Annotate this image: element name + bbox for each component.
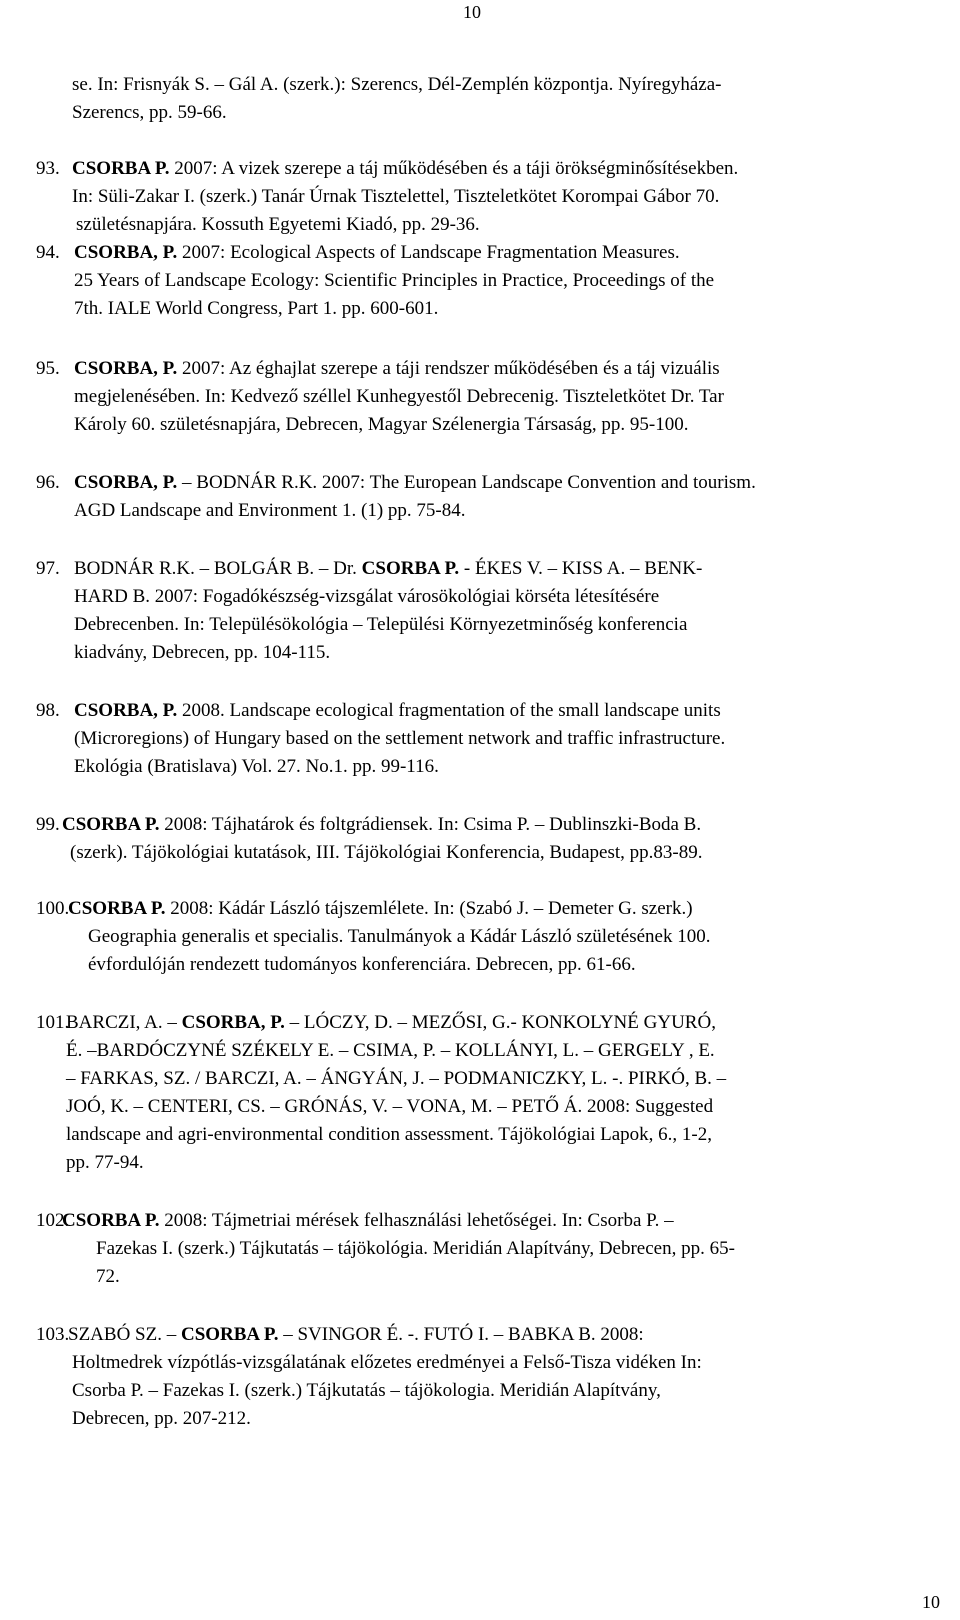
- reference-text: 2008. Landscape ecological fragmentation of the small landscape units: [177, 700, 721, 721]
- reference-text: se. In: Frisnyák S. – Gál A. (szerk.): Szerencs, Dél-Zemplén központja. Nyíregyháza-: [72, 74, 722, 95]
- reference-number: 94.: [36, 242, 60, 263]
- reference-text: 2007: A vizek szerepe a táj működésében és a táji örökségminősítésekben.: [169, 158, 739, 179]
- reference-number: 97.: [36, 558, 60, 579]
- author-name-bold: CSORBA P.: [68, 898, 166, 919]
- reference-line: [74, 585, 659, 609]
- reference-line: [96, 1237, 735, 1261]
- reference-number: 95.: [36, 358, 60, 379]
- reference-text: - ÉKES V. – KISS A. – BENK-: [459, 558, 703, 579]
- reference-line: [88, 953, 636, 977]
- reference-line: [66, 1095, 713, 1119]
- reference-text: É. –BARDÓCZYNÉ SZÉKELY E. – CSIMA, P. – KOLLÁNYI, L. – GERGELY , E.: [66, 1040, 715, 1061]
- reference-line: [96, 1265, 120, 1289]
- reference-text: BODNÁR R.K. – BOLGÁR B. – Dr.: [74, 558, 362, 579]
- reference-text: – SVINGOR É. -. FUTÓ I. – BABKA B. 2008:: [278, 1324, 644, 1345]
- reference-text: Szerencs, pp. 59-66.: [72, 102, 227, 123]
- reference-text: 2007: Az éghajlat szerepe a táji rendszer működésében és a táj vizuális: [177, 358, 720, 379]
- page-number-bottom: 10: [922, 1592, 940, 1612]
- reference-number: 103.: [36, 1324, 70, 1345]
- reference-line: [62, 813, 701, 837]
- reference-line: [72, 157, 738, 181]
- author-name-bold: CSORBA P.: [72, 158, 170, 179]
- reference-number: 100.: [36, 898, 70, 919]
- reference-text: 25 Years of Landscape Ecology: Scientific Principles in Practice, Proceedings of the: [74, 270, 715, 291]
- reference-line: [72, 101, 227, 125]
- reference-line: [66, 1151, 144, 1175]
- reference-number: 102.: [36, 1210, 70, 1231]
- reference-line: [74, 269, 714, 293]
- reference-line: [74, 241, 680, 265]
- reference-text: – BODNÁR R.K. 2007: The European Landscape Convention and tourism.: [177, 472, 756, 493]
- reference-line: [74, 385, 724, 409]
- reference-text: Ekológia (Bratislava) Vol. 27. No.1. pp. 99-116.: [74, 756, 439, 777]
- page-number-top: 10: [463, 2, 481, 22]
- reference-line: [74, 471, 756, 495]
- reference-text: kiadvány, Debrecen, pp. 104-115.: [74, 642, 331, 663]
- reference-text: megjelenésében. In: Kedvező széllel Kunhegyestől Debrecenig. Tiszteletkötet Dr. Tar: [74, 386, 724, 407]
- reference-text: 2008: Kádár László tájszemlélete. In: (Szabó J. – Demeter G. szerk.): [165, 898, 693, 919]
- reference-text: 2008: Tájmetriai mérések felhasználási lehetőségei. In: Csorba P. –: [159, 1210, 674, 1231]
- reference-text: Károly 60. születésnapjára, Debrecen, Magyar Szélenergia Társaság, pp. 95-100.: [74, 414, 689, 435]
- reference-line: [66, 1123, 712, 1147]
- author-name-bold: CSORBA P.: [62, 814, 160, 835]
- reference-text: 72.: [96, 1266, 120, 1287]
- reference-line: [62, 1209, 674, 1233]
- reference-text: 7th. IALE World Congress, Part 1. pp. 600-601.: [74, 298, 439, 319]
- reference-line: [74, 699, 721, 723]
- author-name-bold: CSORBA, P.: [181, 1012, 285, 1033]
- reference-line: [74, 297, 438, 321]
- reference-text: Holtmedrek vízpótlás-vizsgálatának előzetes eredményei a Felső-Tisza vidéken In:: [72, 1352, 702, 1373]
- reference-text: HARD B. 2007: Fogadókészség-vizsgálat városökológiai körséta létesítésére: [74, 586, 660, 607]
- reference-line: [68, 897, 693, 921]
- reference-text: – FARKAS, SZ. / BARCZI, A. – ÁNGYÁN, J. – PODMANICZKY, L. -. PIRKÓ, B. –: [66, 1068, 727, 1089]
- reference-line: [74, 557, 702, 581]
- reference-line: [74, 727, 725, 751]
- author-name-bold: CSORBA P.: [180, 1324, 279, 1345]
- reference-number: 99.: [36, 814, 60, 835]
- reference-text: JOÓ, K. – CENTERI, CS. – GRÓNÁS, V. – VONA, M. – PETŐ Á. 2008: Suggested: [66, 1096, 714, 1117]
- reference-line: [72, 1379, 661, 1403]
- reference-number: 96.: [36, 472, 60, 493]
- reference-line: [76, 213, 480, 237]
- reference-text: Fazekas I. (szerk.) Tájkutatás – tájökológia. Meridián Alapítvány, Debrecen, pp. 65-: [96, 1238, 735, 1259]
- author-name-bold: CSORBA, P.: [74, 700, 178, 721]
- reference-text: Debrecen, pp. 207-212.: [72, 1408, 251, 1429]
- reference-line: [74, 357, 720, 381]
- reference-line: [74, 613, 687, 637]
- reference-line: [72, 185, 719, 209]
- reference-line: [74, 499, 466, 523]
- reference-text: 2007: Ecological Aspects of Landscape Fragmentation Measures.: [177, 242, 680, 263]
- reference-line: [66, 1011, 716, 1035]
- reference-text: SZABÓ SZ. –: [68, 1324, 181, 1345]
- reference-text: (Microregions) of Hungary based on the settlement network and traffic infrastructure.: [74, 728, 726, 749]
- reference-text: évfordulóján rendezett tudományos konferenciára. Debrecen, pp. 61-66.: [88, 954, 636, 975]
- reference-text: Csorba P. – Fazekas I. (szerk.) Tájkutatás – tájökologia. Meridián Alapítvány,: [72, 1380, 661, 1401]
- reference-text: BARCZI, A. –: [66, 1012, 182, 1033]
- author-name-bold: CSORBA P.: [361, 558, 460, 579]
- reference-line: [72, 73, 722, 97]
- reference-number: 93.: [36, 158, 60, 179]
- reference-text: In: Süli-Zakar I. (szerk.) Tanár Úrnak Tisztelettel, Tiszteletkötet Korompai Gábor 70.: [72, 186, 720, 207]
- reference-line: [74, 413, 688, 437]
- author-name-bold: CSORBA, P.: [74, 472, 178, 493]
- reference-text: Geographia generalis et specialis. Tanulmányok a Kádár László születésének 100.: [88, 926, 711, 947]
- reference-line: [72, 1407, 251, 1431]
- reference-text: Debrecenben. In: Településökológia – Települési Környezetminőség konferencia: [74, 614, 688, 635]
- reference-number: 101.: [36, 1012, 70, 1033]
- reference-line: [66, 1039, 715, 1063]
- reference-line: [88, 925, 710, 949]
- reference-text: landscape and agri-environmental condition assessment. Tájökológiai Lapok, 6., 1-2,: [66, 1124, 713, 1145]
- reference-line: [74, 641, 330, 665]
- reference-text: pp. 77-94.: [66, 1152, 144, 1173]
- author-name-bold: CSORBA, P.: [74, 358, 178, 379]
- reference-text: AGD Landscape and Environment 1. (1) pp. 75-84.: [74, 500, 466, 521]
- reference-line: [70, 841, 702, 865]
- reference-line: [72, 1351, 702, 1375]
- reference-text: (szerk). Tájökológiai kutatások, III. Tájökológiai Konferencia, Budapest, pp.83-89.: [70, 842, 703, 863]
- reference-number: 98.: [36, 700, 60, 721]
- reference-text: 2008: Tájhatárok és foltgrádiensek. In: Csima P. – Dublinszki-Boda B.: [159, 814, 702, 835]
- reference-text: születésnapjára. Kossuth Egyetemi Kiadó, pp. 29-36.: [76, 214, 480, 235]
- reference-line: [74, 755, 439, 779]
- reference-line: [66, 1067, 726, 1091]
- reference-line: [68, 1323, 644, 1347]
- author-name-bold: CSORBA P.: [62, 1210, 160, 1231]
- reference-text: – LÓCZY, D. – MEZŐSI, G.- KONKOLYNÉ GYURÓ,: [284, 1012, 716, 1033]
- author-name-bold: CSORBA, P.: [74, 242, 178, 263]
